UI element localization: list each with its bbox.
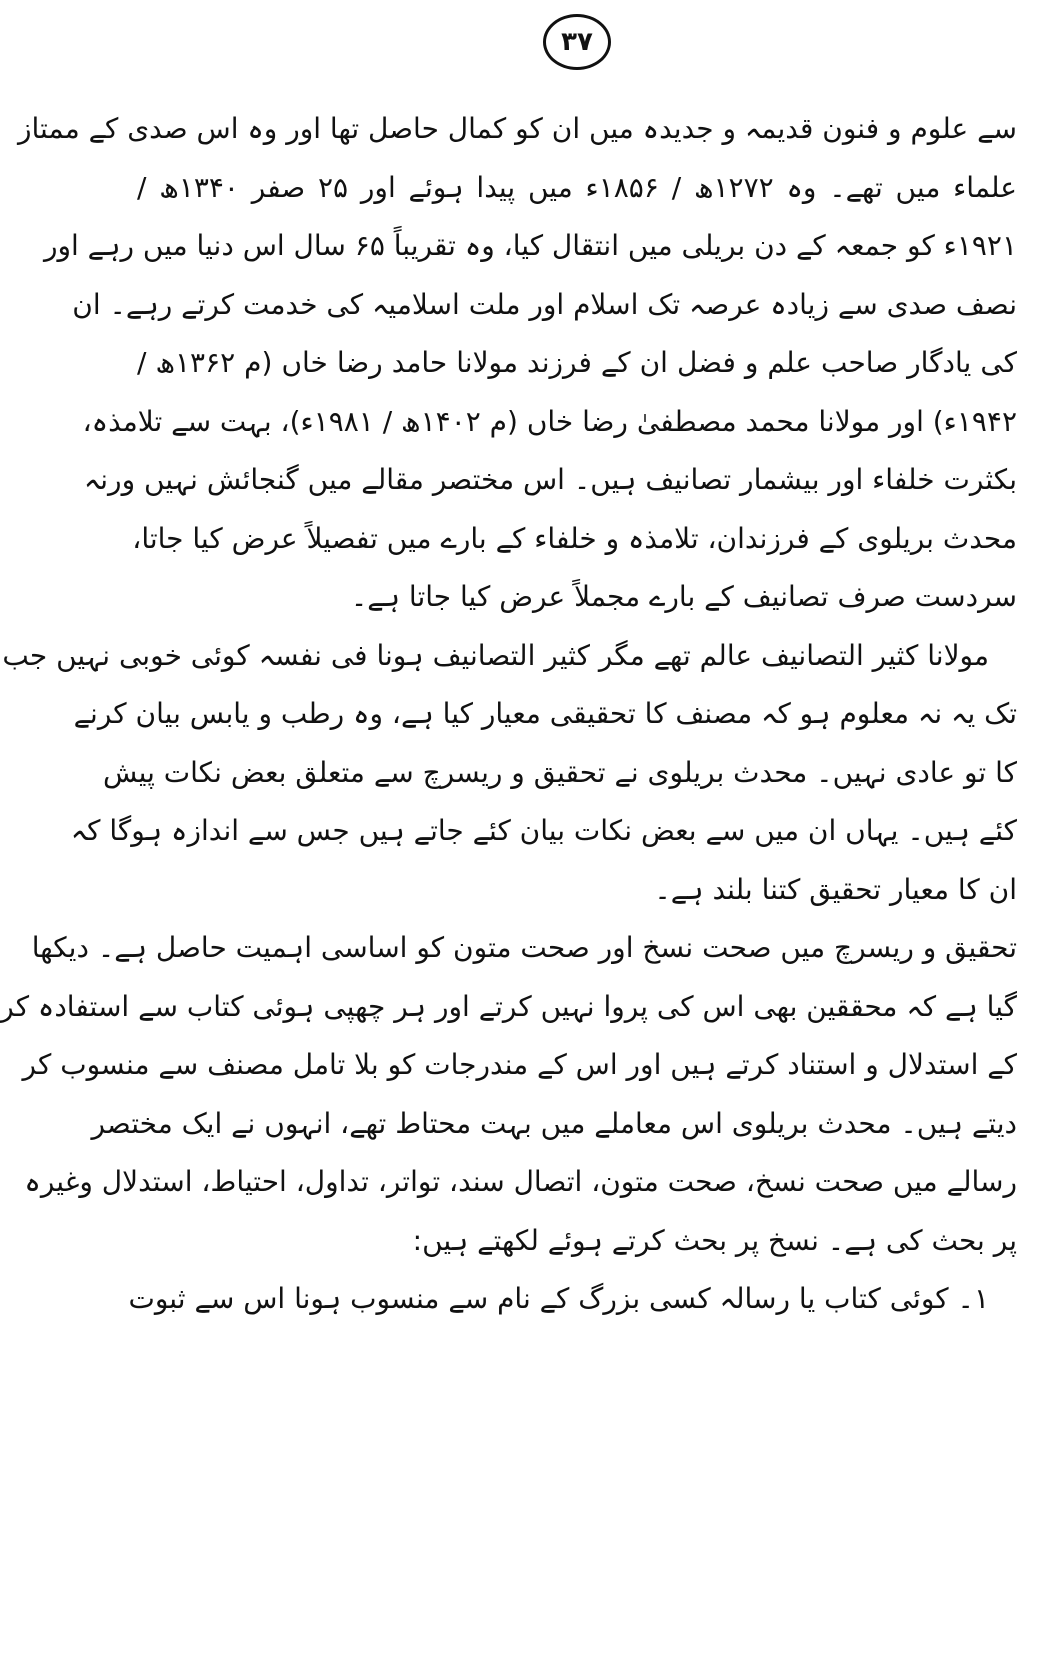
- text-line: رسالے میں صحت نسخ، صحت متون، اتصال سند، تواتر، تداول، احتیاط، استدلال وغیرہ: [24, 1165, 1017, 1198]
- body-text: [0, 100, 1017, 1329]
- text-line: گیا ہے کہ محققین بھی اس کی پروا نہیں کرتے اور ہر چھپی ہوئی کتاب سے استفادہ کر: [0, 989, 1017, 1023]
- text-line: سردست صرف تصانیف کے بارے مجملاً عرض کیا جاتا ہے۔: [350, 580, 1017, 613]
- text-line: تحقیق و ریسرچ میں صحت نسخ اور صحت متون کو اساسی اہمیت حاصل ہے۔ دیکھا: [31, 931, 1017, 964]
- text-line: پر بحث کی ہے۔ نسخ پر بحث کرتے ہوئے لکھتے ہیں:: [412, 1223, 1017, 1257]
- text-line: کئے ہیں۔ یہاں ان میں سے بعض نکات بیان کئے جاتے ہیں جس سے اندازہ ہوگا کہ: [70, 814, 1017, 847]
- text-line: کے استدلال و استناد کرتے ہیں اور اس کے مندرجات کو بلا تامل مصنف سے منسوب کر: [22, 1048, 1017, 1081]
- text-line: دیتے ہیں۔ محدث بریلوی اس معاملے میں بہت محتاط تھے، انہوں نے ایک مختصر: [91, 1106, 1017, 1140]
- text-line: کی یادگار صاحب علم و فضل ان کے فرزند مولانا حامد رضا خاں (م ۱۳۶۲ھ /: [137, 346, 1017, 379]
- page-number-container: [97, 14, 1057, 70]
- text-line: مولانا کثیر التصانیف عالم تھے مگر کثیر التصانیف ہونا فی نفسہ کوئی خوبی نہیں جب: [2, 638, 989, 672]
- text-line: ان کا معیار تحقیق کتنا بلند ہے۔: [654, 872, 1017, 906]
- text-line: محدث بریلوی کے فرزندان، تلامذہ و خلفاء کے بارے میں تفصیلاً عرض کیا جاتا،: [132, 521, 1017, 555]
- page-number: ۳۷: [543, 14, 611, 70]
- text-line: نصف صدی سے زیادہ عرصہ تک اسلام اور ملت اسلامیہ کی خدمت کرتے رہے۔ ان: [72, 287, 1017, 321]
- text-line: سے علوم و فنون قدیمہ و جدیدہ میں ان کو کمال حاصل تھا اور وہ اس صدی کے ممتاز: [18, 112, 1017, 145]
- text-line: بکثرت خلفاء اور بیشمار تصانیف ہیں۔ اس مختصر مقالے میں گنجائش نہیں ورنہ: [83, 463, 1017, 496]
- text-line: ۱۹۴۲ء) اور مولانا محمد مصطفیٰ رضا خاں (م ۱۴۰۲ھ / ۱۹۸۱ء)، بہت سے تلامذہ،: [82, 404, 1017, 438]
- text-line: علماء میں تھے۔ وہ ۱۲۷۲ھ / ۱۸۵۶ء میں پیدا ہوئے اور ۲۵ صفر ۱۳۴۰ھ /: [137, 170, 1017, 204]
- text-line: ۱۹۲۱ء کو جمعہ کے دن بریلی میں انتقال کیا، وہ تقریباً ۶۵ سال اس دنیا میں رہے اور: [43, 229, 1017, 262]
- text-line: کا تو عادی نہیں۔ محدث بریلوی نے تحقیق و ریسرچ سے متعلق بعض نکات پیش: [102, 755, 1017, 789]
- text-line: ۱۔ کوئی کتاب یا رسالہ کسی بزرگ کے نام سے منسوب ہونا اس سے ثبوت: [128, 1282, 989, 1315]
- text-line: تک یہ نہ معلوم ہو کہ مصنف کا تحقیقی معیار کیا ہے، وہ رطب و یابس بیان کرنے: [73, 697, 1017, 730]
